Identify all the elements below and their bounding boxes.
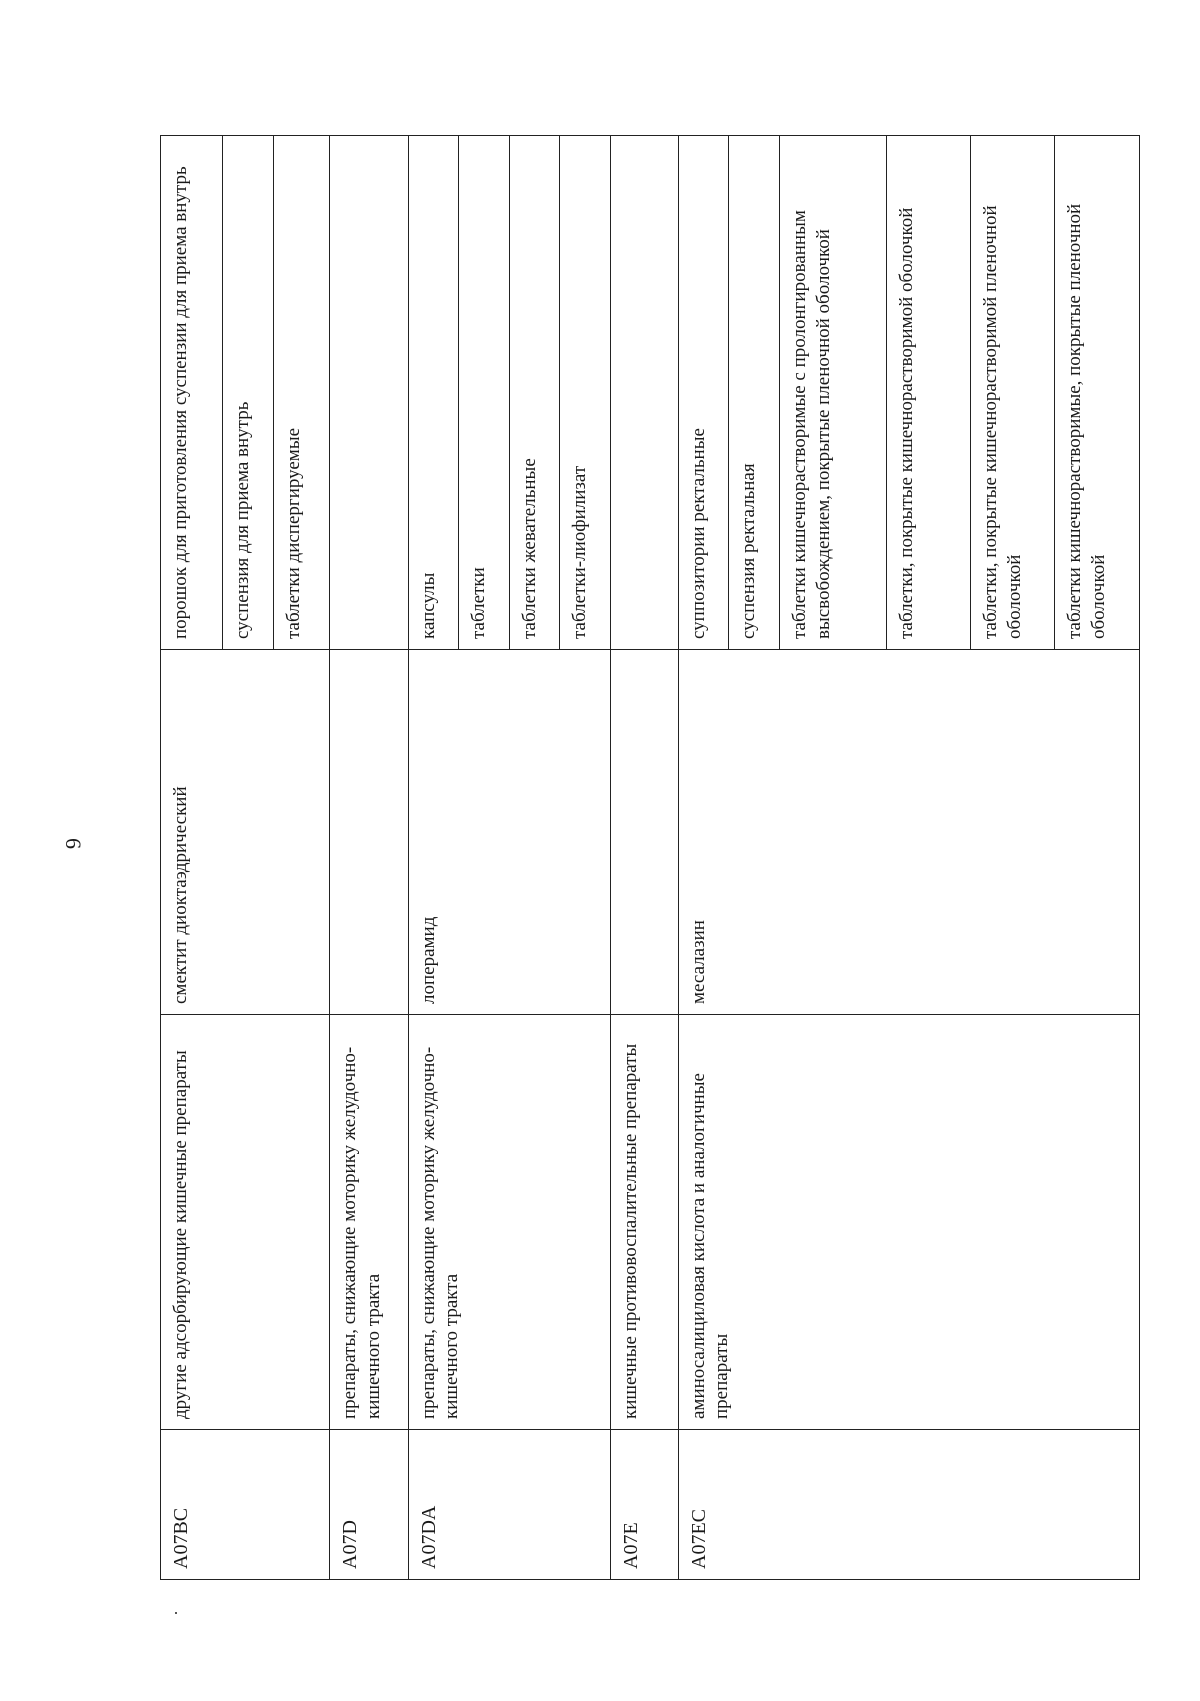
- dosage-form: таблетки кишечнорастворимые, покрытые пленочной оболочкой: [1055, 136, 1140, 650]
- dosage-form: порошок для приготовления суспензии для приема внутрь: [161, 136, 223, 650]
- table-row: [611, 136, 679, 1580]
- atc-code: A07DA: [408, 1430, 611, 1580]
- rotated-table-frame: [160, 135, 1140, 1580]
- table-row: [329, 136, 408, 1580]
- drug-name: [611, 650, 679, 1015]
- dosage-form: таблетки диспергируемые: [273, 136, 329, 650]
- drug-name: лоперамид: [408, 650, 611, 1015]
- table-row: [678, 136, 729, 1580]
- group-name: препараты, снижающие моторику желудочно-кишечного тракта: [408, 1015, 611, 1430]
- dosage-form: капсулы: [408, 136, 459, 650]
- table-row: [408, 136, 459, 1580]
- dosage-form: суспензия для приема внутрь: [222, 136, 273, 650]
- group-name: аминосалициловая кислота и аналогичные препараты: [678, 1015, 1139, 1430]
- dosage-form: [611, 136, 679, 650]
- drug-name: месалазин: [678, 650, 1139, 1015]
- drug-table: [160, 135, 1140, 1580]
- atc-code: A07BC: [161, 1430, 330, 1580]
- atc-code: A07E: [611, 1430, 679, 1580]
- dosage-form: суспензия ректальная: [729, 136, 780, 650]
- page-number: 6: [61, 838, 86, 849]
- group-name: другие адсорбирующие кишечные препараты: [161, 1015, 330, 1430]
- dosage-form: суппозитории ректальные: [678, 136, 729, 650]
- atc-code: A07D: [329, 1430, 408, 1580]
- dosage-form: таблетки, покрытые кишечнорастворимой пленочной оболочкой: [971, 136, 1055, 650]
- dosage-form: таблетки-лиофилизат: [560, 136, 611, 650]
- dosage-form: таблетки жевательные: [509, 136, 560, 650]
- table-row: [161, 136, 223, 1580]
- dosage-form: таблетки: [459, 136, 510, 650]
- dosage-form: [329, 136, 408, 650]
- dosage-form: таблетки, покрытые кишечнорастворимой оболочкой: [886, 136, 970, 650]
- drug-name: смектит диоктаэдрический: [161, 650, 330, 1015]
- group-name: препараты, снижающие моторику желудочно-кишечного тракта: [329, 1015, 408, 1430]
- group-name: кишечные противовоспалительные препараты: [611, 1015, 679, 1430]
- drug-name: [329, 650, 408, 1015]
- scan-speck: [175, 1612, 177, 1614]
- dosage-form: таблетки кишечнорастворимые с пролонгированным высвобождением, покрытые пленочной оболочкой: [779, 136, 886, 650]
- atc-code: A07EC: [678, 1430, 1139, 1580]
